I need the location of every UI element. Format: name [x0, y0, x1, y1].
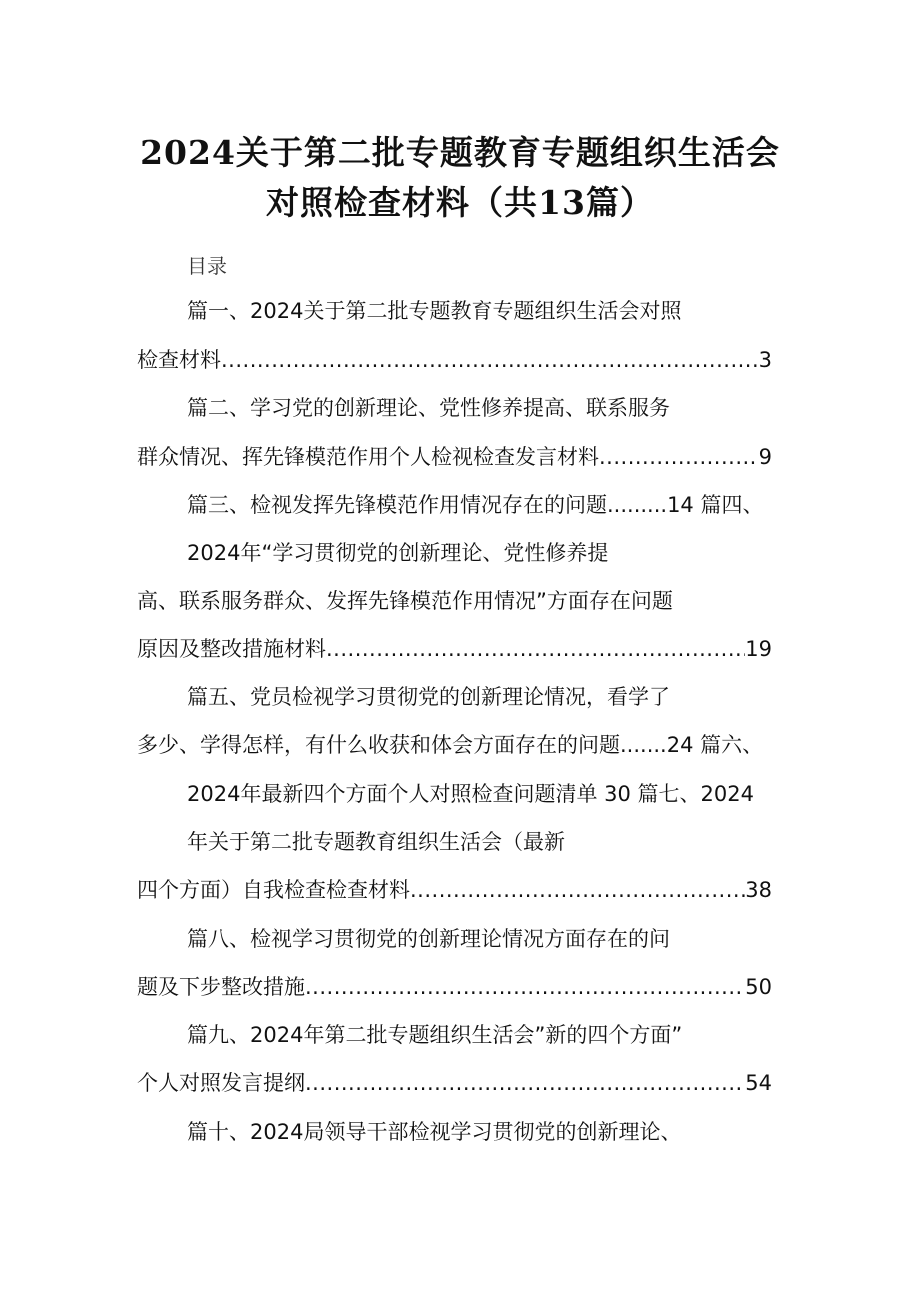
document-title-line1: 2024关于第二批专题教育专题组织生活会	[140, 133, 780, 172]
toc-line: 篇五、党员检视学习贯彻党的创新理论情况，看学了	[187, 685, 670, 709]
toc-line: 篇九、2024年第二批专题组织生活会”新的四个方面”	[187, 1023, 683, 1047]
dot-leader	[599, 443, 759, 471]
toc-line: 2024年“学习贯彻党的创新理论、党性修养提	[187, 541, 609, 565]
dot-leader	[305, 973, 745, 1001]
toc-entry-text: 题及下步整改措施	[137, 975, 305, 999]
toc-page-number: 54	[745, 1071, 772, 1095]
toc-entry-text: 四个方面）自我检查检查材料	[137, 878, 410, 902]
toc-line: 年关于第二批专题教育组织生活会（最新	[187, 830, 565, 854]
toc-entry-text: 原因及整改措施材料	[137, 637, 326, 661]
dot-leader	[221, 346, 759, 374]
document-title-line2: 对照检查材料（共13篇）	[266, 183, 654, 222]
toc-entry	[137, 443, 772, 471]
toc-entry-text: 群众情况、挥先锋模范作用个人检视检查发言材料	[137, 445, 599, 469]
toc-line: 篇十、2024局领导干部检视学习贯彻党的创新理论、	[187, 1120, 682, 1144]
toc-entry-text: 检查材料	[137, 348, 221, 372]
dot-leader	[326, 635, 745, 663]
toc-entry	[137, 876, 772, 904]
toc-line: 多少、学得怎样，有什么收获和体会方面存在的问题.......24 篇六、	[137, 733, 764, 757]
toc-entry	[137, 973, 772, 1001]
toc-line: 高、联系服务群众、发挥先锋模范作用情况”方面存在问题	[137, 589, 673, 613]
toc-line: 篇二、学习党的创新理论、党性修养提高、联系服务	[187, 396, 670, 420]
toc-line: 篇八、检视学习贯彻党的创新理论情况方面存在的问	[187, 927, 670, 951]
dot-leader	[410, 876, 745, 904]
toc-page-number: 9	[758, 445, 772, 469]
toc-entry	[137, 346, 772, 374]
toc-entry	[137, 635, 772, 663]
toc-line: 2024年最新四个方面个人对照检查问题清单 30 篇七、2024	[187, 782, 754, 806]
toc-page-number: 50	[745, 975, 772, 999]
toc-page-number: 3	[758, 348, 772, 372]
toc-heading: 目录	[187, 254, 227, 278]
toc-page-number: 19	[745, 637, 772, 661]
dot-leader	[305, 1069, 745, 1097]
toc-entry	[137, 1069, 772, 1097]
toc-entry-text: 个人对照发言提纲	[137, 1071, 305, 1095]
toc-line: 篇三、检视发挥先锋模范作用情况存在的问题.........14 篇四、	[187, 493, 764, 517]
toc-page-number: 38	[745, 878, 772, 902]
toc-line: 篇一、2024关于第二批专题教育专题组织生活会对照	[187, 299, 682, 323]
